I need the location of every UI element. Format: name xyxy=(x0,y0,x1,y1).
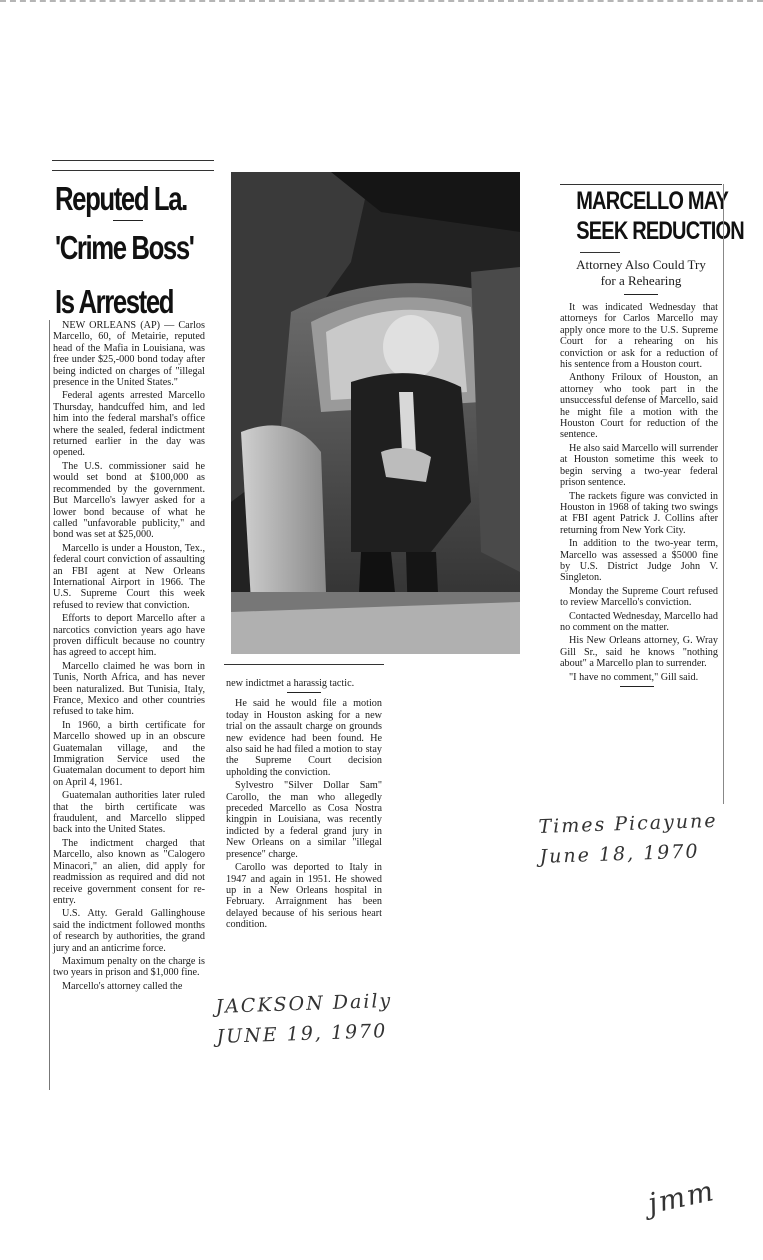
paragraph: Monday the Supreme Court refused to review Marcello's conviction. xyxy=(560,585,718,609)
handwritten-initials: jmm xyxy=(645,1173,719,1221)
handwritten-line: JACKSON Daily xyxy=(215,989,393,1018)
paragraph: In addition to the two-year term, Marcello was assessed a $5000 fine by U.S. District Judge John V. Singleton. xyxy=(560,538,718,584)
handwritten-line: June 18, 1970 xyxy=(539,840,700,868)
photo-image xyxy=(231,172,520,654)
column-edge xyxy=(49,320,50,1090)
paragraph: Federal agents arrested Marcello Thursday, handcuffed him, and led him into the federal marshal's office where the sealed, federal indictment returned earlier in the day was opened. xyxy=(53,390,205,459)
paragraph: Maximum penalty on the charge is two years in prison and $1,000 fine. xyxy=(53,955,205,979)
deck-line: Attorney Also Could Try xyxy=(576,257,706,272)
paragraph: Marcello's attorney called the xyxy=(62,980,183,992)
paragraph: The U.S. commissioner said he would set bond at $100,000 as recommended by the government. But Marcello's lawyer asked for a lower bond because of what he called "unfavorable publicity," and bond was set at $25,000. xyxy=(53,460,205,541)
paragraph: NEW ORLEANS (AP) — Carlos Marcello, 60, of Metairie, reputed head of the Mafia in Louisiana, was free under $25,-000 bond today after being indicted on charges of "illegal presence in the United States." xyxy=(53,320,205,389)
paragraph: He also said Marcello will surrender at Houston sometime this week to begin serving a two-year federal prison sentence. xyxy=(560,442,718,489)
decorative-rule xyxy=(624,294,658,295)
headline-rule xyxy=(52,170,214,171)
article2-deck xyxy=(560,257,722,289)
paragraph: Marcello claimed he was born in Tunis, North Africa, and has never been naturalized. But Tunisia, Italy, France, Mexico and other countries refused to take him. xyxy=(53,660,205,718)
paragraph: Contacted Wednesday, Marcello had no comment on the matter. xyxy=(560,610,718,633)
handwritten-line: JUNE 19, 1970 xyxy=(216,1020,388,1048)
continuation-rule xyxy=(224,664,384,665)
paragraph: It was indicated Wednesday that attorneys for Carlos Marcello may apply once more to the U.S. Supreme Court for a rehearing on his conviction or ask for a reduction of his sentence from a Houston court. xyxy=(560,302,718,371)
handwritten-line: Times Picayune xyxy=(538,809,718,838)
paragraph: U.S. Atty. Gerald Gallinghouse said the indictment followed months of research by authorities, the grand jury and an anticrime force. xyxy=(53,908,205,954)
paragraph: The rackets figure was convicted in Houston in 1968 of taking two swings at FBI agent Patrick J. Collins after returning from New York City. xyxy=(560,490,718,536)
article2-headline xyxy=(560,186,744,246)
headline-line: 'Crime Boss' xyxy=(55,229,194,266)
article2-body xyxy=(560,302,718,692)
paragraph: In 1960, a birth certificate for Marcello showed up in an obscure Guatemalan village, and the Immigration Service used the Guatemalan document to deport him on April 4, 1961. xyxy=(53,719,205,788)
paragraph: Marcello is under a Houston, Tex., federal court conviction of assaulting an FBI agent at New Orleans International Airport in 1966. The U.S. Supreme Court this week refused to review that conviction. xyxy=(53,542,205,611)
article1-continuation xyxy=(226,678,382,933)
paragraph: Anthony Friloux of Houston, an attorney who took part in the unsuccessful defense of Marcello, said he might file a motion with the Houston Court for reduction of the sentence. xyxy=(560,372,718,441)
headline-line: MARCELLO MAY xyxy=(576,187,729,215)
handwritten-source-note xyxy=(215,986,394,1052)
deck-line: for a Rehearing xyxy=(600,273,682,288)
paragraph: Sylvestro "Silver Dollar Sam" Carollo, the man who allegedly preceded Marcello as Cosa Nostra kingpin in Louisiana, was recently indicted by a federal grand jury in New Orleans on a similar "illegal presence" charge. xyxy=(226,780,382,860)
column-edge xyxy=(723,184,724,804)
headline-rule xyxy=(52,160,214,161)
handwritten-source-note xyxy=(538,806,719,872)
paragraph: Guatemalan authorities later ruled that the birth certificate was fraudulent, and Marcello slipped back into the United States. xyxy=(53,790,205,836)
paragraph: He said he would file a motion today in Houston asking for a new trial on the assault charge on grounds new evidence had been found. He also said he had filed a motion to stay the Supreme Court decision upholding the conviction. xyxy=(226,698,382,778)
headline-line: Reputed La. xyxy=(55,180,187,217)
paragraph: Efforts to deport Marcello after a narcotics conviction years ago have proven difficult because no country has agreed to accept him. xyxy=(53,613,205,659)
article1-headline xyxy=(55,176,217,325)
article1-body xyxy=(53,320,205,994)
decorative-rule xyxy=(287,692,321,693)
paragraph: Carollo was deported to Italy in 1947 and again in 1951. He showed up in a New Orleans hospital in February. Arraignment has been delayed because of his serious heart condition. xyxy=(226,862,382,931)
headline-line: SEEK REDUCTION xyxy=(576,217,744,245)
paragraph: The indictment charged that Marcello, also known as "Calogero Minacori," an alien, did apply for readmission as required and did not receive government consent for re-entry. xyxy=(53,837,205,906)
deck-rule xyxy=(580,252,620,253)
paragraph: "I have no comment," Gill said. xyxy=(569,671,699,683)
top-perforation xyxy=(0,0,763,6)
paragraph: His New Orleans attorney, G. Wray Gill Sr., said he knows "nothing about" a Marcello plan to surrender. xyxy=(560,635,718,670)
decorative-rule xyxy=(620,686,654,687)
headline-line: Is Arrested xyxy=(55,283,174,320)
headline-rule xyxy=(560,184,722,185)
news-photo xyxy=(231,172,520,654)
paragraph: new indictmet a harassig tactic. xyxy=(226,678,355,689)
